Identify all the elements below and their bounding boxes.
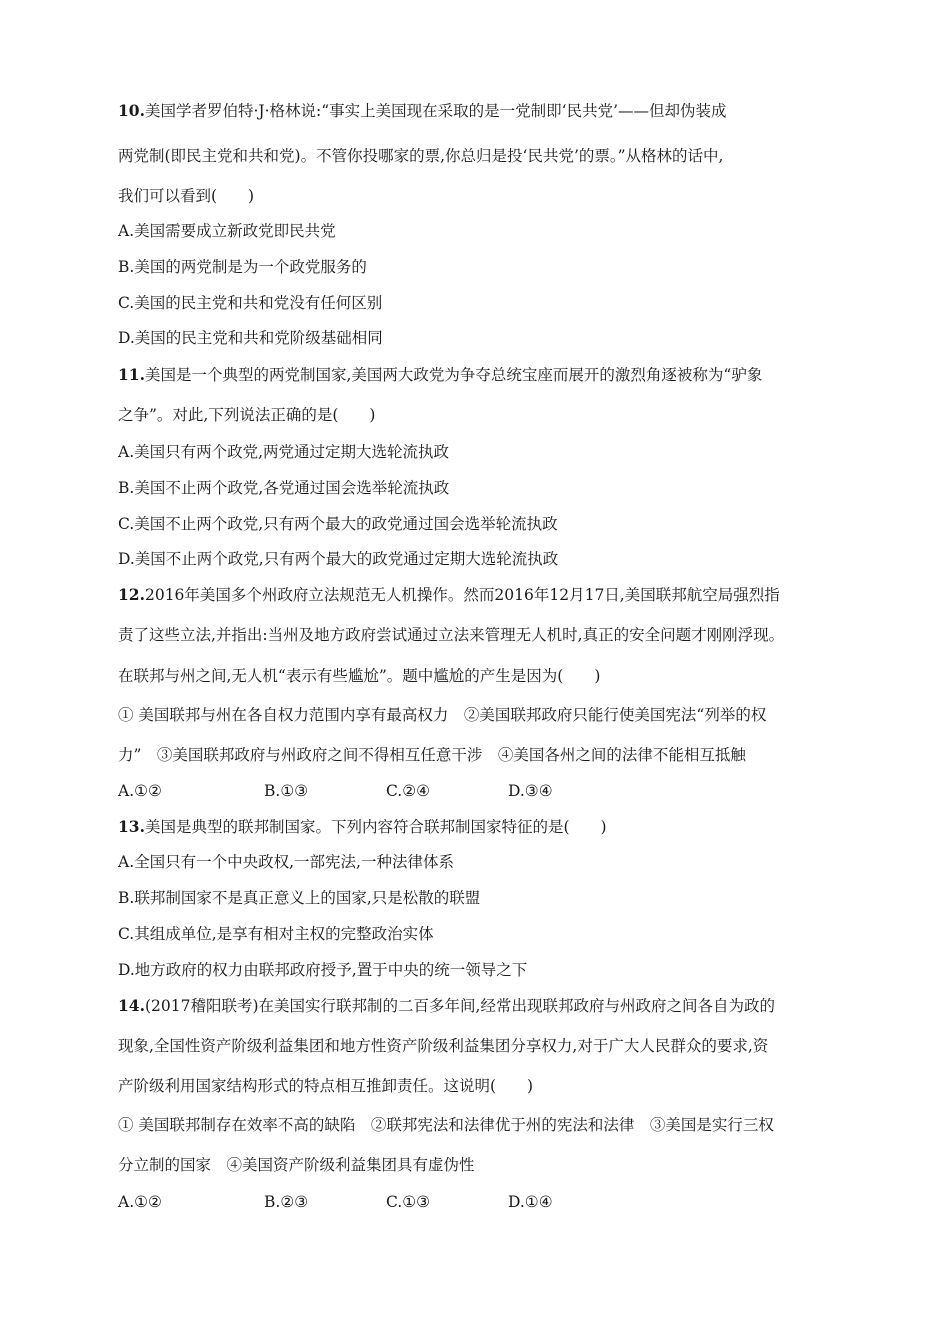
question-14-line-2: 现象,全国性资产阶级利益集团和地方性资产阶级利益集团分享权力,对于广大人民群众的要求,资 (118, 1037, 769, 1055)
question-number: 11. (118, 365, 145, 384)
choice-b: B.①③ (264, 782, 309, 800)
question-11-line-1: 11.美国是一个典型的两党制国家,美国两大政党为争夺总统宝座而展开的激烈角逐被称为“驴象 (118, 365, 763, 384)
question-12-line-4: ① 美国联邦与州在各自权力范围内享有最高权力 ②美国联邦政府只能行使美国宪法“列举的权 (118, 706, 767, 724)
question-number: 12. (118, 585, 145, 604)
question-10-option-d: D.美国的民主党和共和党阶级基础相同 (118, 329, 383, 347)
question-number: 14. (118, 996, 145, 1015)
question-14-line-1: 14.(2017稽阳联考)在美国实行联邦制的二百多年间,经常出现联邦政府与州政府之间各自为政的 (118, 996, 775, 1015)
question-11-option-a: A.美国只有两个政党,两党通过定期大选轮流执政 (118, 443, 450, 461)
question-12-line-3: 在联邦与州之间,无人机“表示有些尴尬”。题中尴尬的产生是因为( ) (118, 667, 601, 685)
question-10-option-a: A.美国需要成立新政党即民共党 (118, 222, 336, 240)
choice-d: D.①④ (508, 1193, 553, 1211)
question-14-line-5: 分立制的国家 ④美国资产阶级利益集团具有虚伪性 (118, 1156, 475, 1174)
question-10-option-b: B.美国的两党制是为一个政党服务的 (118, 258, 367, 276)
question-13-option-d: D.地方政府的权力由联邦政府授予,置于中央的统一领导之下 (118, 961, 528, 979)
question-10-line-3: 我们可以看到( ) (118, 187, 255, 205)
question-13-line-1: 13.美国是典型的联邦制国家。下列内容符合联邦制国家特征的是( ) (118, 817, 607, 836)
question-11-line-2: 之争”。对此,下列说法正确的是( ) (118, 406, 376, 424)
question-13-option-c: C.其组成单位,是享有相对主权的完整政治实体 (118, 925, 434, 943)
choice-c: C.②④ (386, 782, 431, 800)
question-number: 13. (118, 817, 145, 836)
question-12-line-5: 力” ③美国联邦政府与州政府之间不得相互任意干涉 ④美国各州之间的法律不能相互抵触 (118, 746, 746, 764)
choice-d: D.③④ (508, 782, 553, 800)
choice-a: A.①② (118, 1193, 162, 1211)
question-10-option-c: C.美国的民主党和共和党没有任何区别 (118, 294, 383, 312)
question-12-line-2: 责了这些立法,并指出:当州及地方政府尝试通过立法来管理无人机时,真正的安全问题才刚刚浮现。 (118, 626, 785, 644)
question-11-option-b: B.美国不止两个政党,各党通过国会选举轮流执政 (118, 479, 450, 497)
question-14-line-4: ① 美国联邦制存在效率不高的缺陷 ②联邦宪法和法律优于州的宪法和法律 ③美国是实行三权 (118, 1116, 774, 1134)
question-13-option-a: A.全国只有一个中央政权,一部宪法,一种法律体系 (118, 853, 454, 871)
question-11-option-d: D.美国不止两个政党,只有两个最大的政党通过定期大选轮流执政 (118, 550, 559, 568)
choice-c: C.①③ (386, 1193, 431, 1211)
question-13-option-b: B.联邦制国家不是真正意义上的国家,只是松散的联盟 (118, 889, 481, 907)
question-10-line-1: 10.美国学者罗伯特·J·格林说:“事实上美国现在采取的是一党制即‘民共党’——但却伪装成 (118, 101, 727, 120)
question-10-line-2: 两党制(即民主党和共和党)。不管你投哪家的票,你总归是投‘民共党’的票。”从格林的话中, (118, 147, 724, 165)
question-12-line-1: 12.2016年美国多个州政府立法规范无人机操作。然而2016年12月17日,美国联邦航空局强烈指 (118, 585, 780, 604)
question-11-option-c: C.美国不止两个政党,只有两个最大的政党通过国会选举轮流执政 (118, 515, 558, 533)
question-14-line-3: 产阶级利用国家结构形式的特点相互推卸责任。这说明( ) (118, 1077, 534, 1095)
choice-a: A.①② (118, 782, 162, 800)
question-number: 10. (118, 101, 145, 120)
choice-b: B.②③ (264, 1193, 309, 1211)
